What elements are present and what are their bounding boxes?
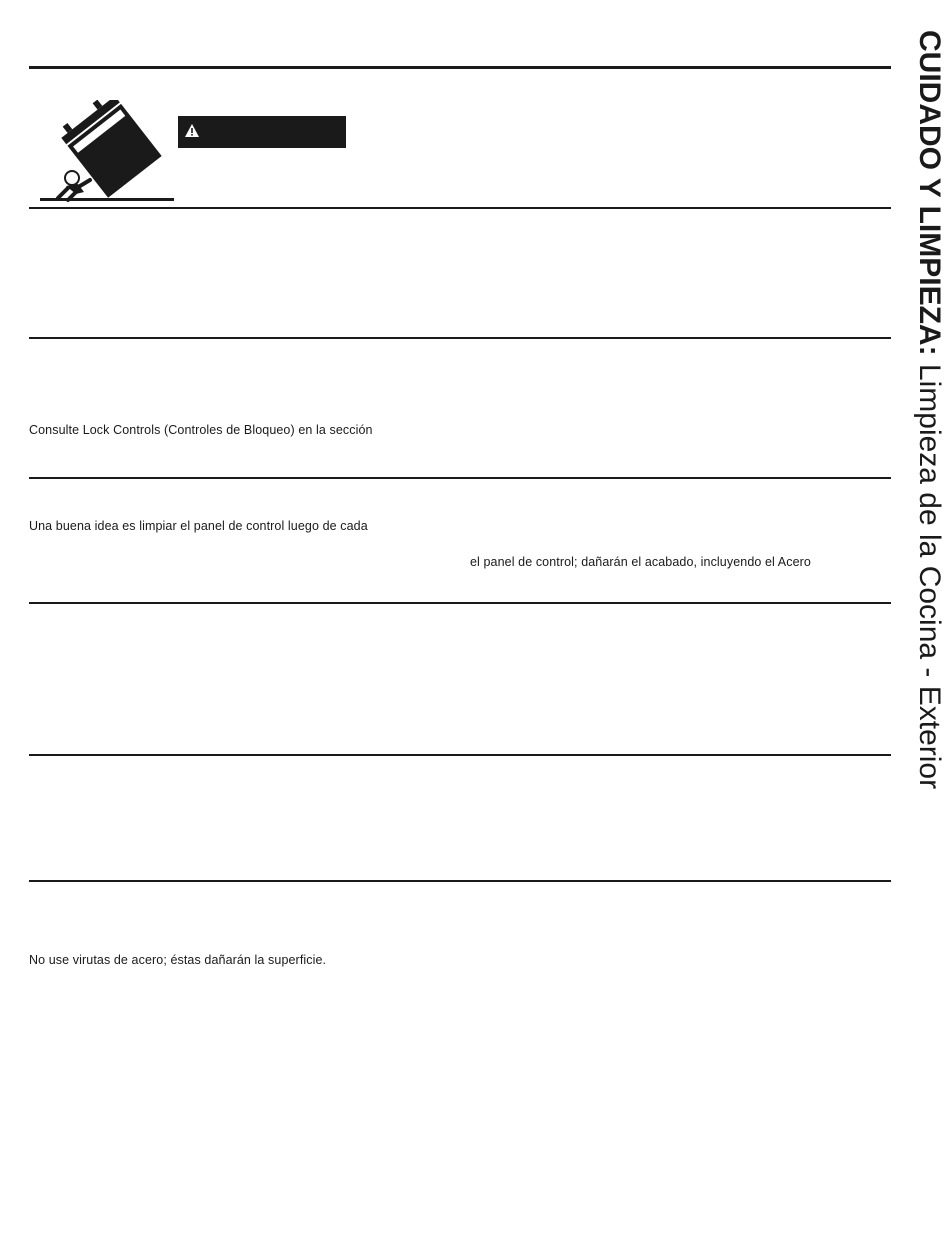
tip-over-range-icon [38, 100, 178, 204]
anti-tip-illustration [38, 100, 178, 204]
section-divider-1 [29, 207, 891, 209]
side-title-text [913, 30, 945, 789]
side-title-bold: CUIDADO Y LIMPIEZA: [913, 30, 946, 356]
section-divider-3 [29, 477, 891, 479]
control-panel-text-1: Una buena idea es limpiar el panel de control luego de cada [29, 519, 368, 533]
side-title-regular: Limpieza de la Cocina - Exterior [913, 355, 946, 790]
side-section-title [913, 30, 945, 890]
lock-controls-text: Consulte Lock Controls (Controles de Bloqueo) en la sección [29, 423, 373, 437]
section-divider-5 [29, 754, 891, 756]
section-divider-6 [29, 880, 891, 882]
control-panel-text-2: el panel de control; dañarán el acabado, incluyendo el Acero [470, 555, 811, 569]
warning-banner [178, 116, 346, 148]
section-divider-4 [29, 602, 891, 604]
top-rule [29, 66, 891, 69]
section-divider-2 [29, 337, 891, 339]
steel-wool-text: No use virutas de acero; éstas dañarán la superficie. [29, 953, 327, 967]
warning-triangle-icon [185, 124, 199, 137]
